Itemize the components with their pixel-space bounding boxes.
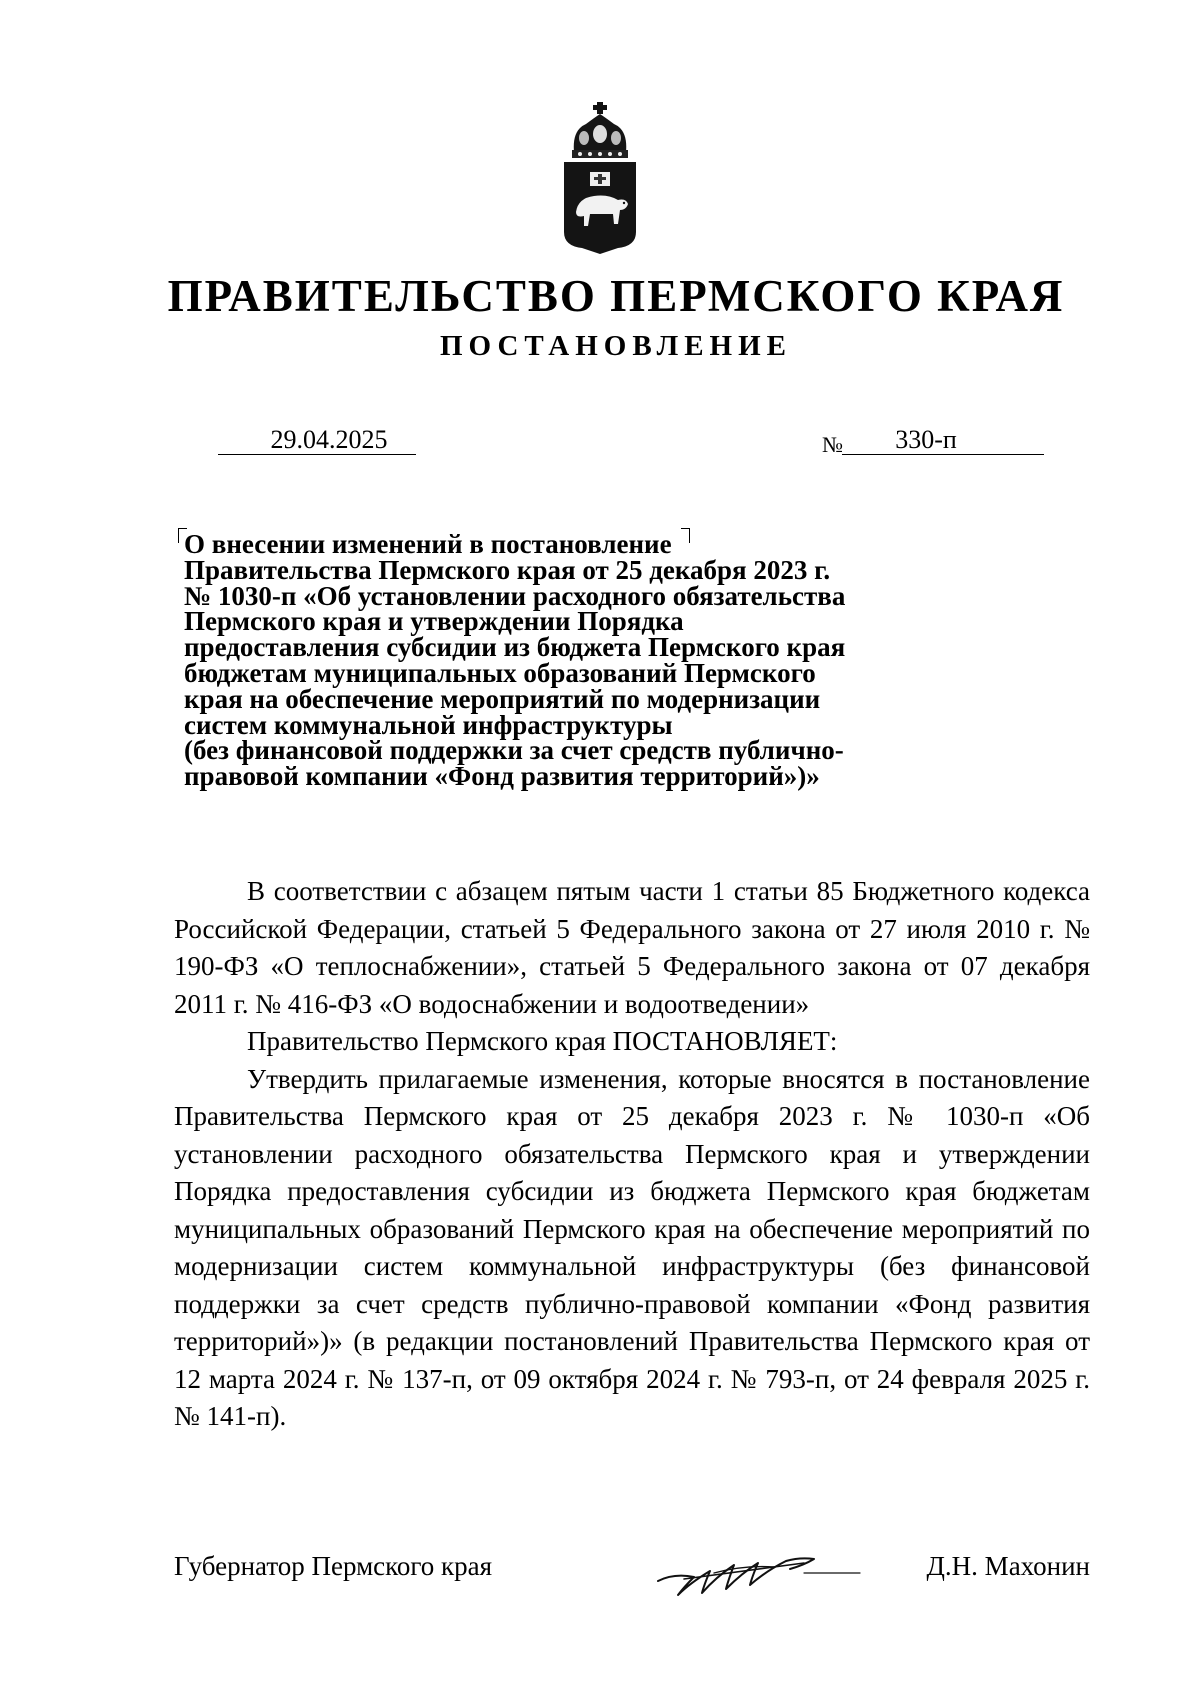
subject-line: систем коммунальной инфраструктуры — [184, 709, 673, 740]
subject-line: О внесении изменений в постановление — [184, 529, 672, 559]
subject-line: (без финансовой поддержки за счет средств публично- — [184, 735, 844, 766]
body-paragraph-decision: Утвердить прилагаемые изменения, которые вносятся в постановление Правительства Пермского края от 25 декабря 2023 г. № 1030-п «Об установлении расходного обязательства Пермского края и утверждении Порядка предоставления субсидии из бюджета Пермского края бюджетам муниципальных образований Пермского края на обеспечение мероприятий по модернизации систем коммунальной инфраструктуры (без финансовой поддержки за счет средств публично-правовой компании «Фонд развития территорий»)» (в редакции постановлений Правительства Пермского края от 12 марта 2024 г. № 137-п, от 09 октября 2024 г. № 793-п, от 24 февраля 2025 г. № 141-п). — [174, 1063, 1090, 1431]
subject-line: бюджетам муниципальных образований Пермского — [184, 657, 816, 688]
document-subject — [184, 529, 904, 792]
document-type-heading: ПОСТАНОВЛЕНИЕ — [439, 330, 792, 362]
document-number: 330-п — [842, 425, 1044, 455]
signatory-name: Д.Н. Махонин — [926, 1551, 1090, 1581]
subject-line: края на обеспечение мероприятий по модернизации — [184, 683, 821, 714]
document-number-label: № — [822, 432, 843, 457]
document-body — [174, 873, 1090, 1436]
document-date: 29.04.2025 — [218, 425, 416, 455]
subject-line: правовой компании «Фонд развития территорий»)» — [184, 761, 820, 792]
body-paragraph-resolves: Правительство Пермского края ПОСТАНОВЛЯЕТ: — [247, 1026, 838, 1056]
signature-block — [174, 1543, 1090, 1603]
subject-line: предоставления субсидии из бюджета Пермского края — [184, 632, 846, 663]
body-paragraph-legal-basis: В соответствии с абзацем пятым части 1 статьи 85 Бюджетного кодекса Российской Федерации, статьей 5 Федерального закона от 27 июля 2010 г. № 190-ФЗ «О теплоснабжении», статьей 5 Федерального закона от 07 декабря 2011 г. № 416-ФЗ «О водоснабжении и водоотведении» — [174, 876, 1090, 1019]
handwritten-signature-image — [654, 1543, 864, 1603]
signatory-position: Губернатор Пермского края — [174, 1551, 493, 1581]
coat-of-arms-icon — [560, 100, 640, 256]
subject-line: № 1030-п «Об установлении расходного обязательства — [184, 580, 846, 611]
subject-line: Пермского края и утверждении Порядка — [184, 606, 684, 637]
subject-line: Правительства Пермского края от 25 декабря 2023 г. — [184, 554, 831, 585]
organization-title: ПРАВИТЕЛЬСТВО ПЕРМСКОГО КРАЯ — [167, 271, 1065, 321]
